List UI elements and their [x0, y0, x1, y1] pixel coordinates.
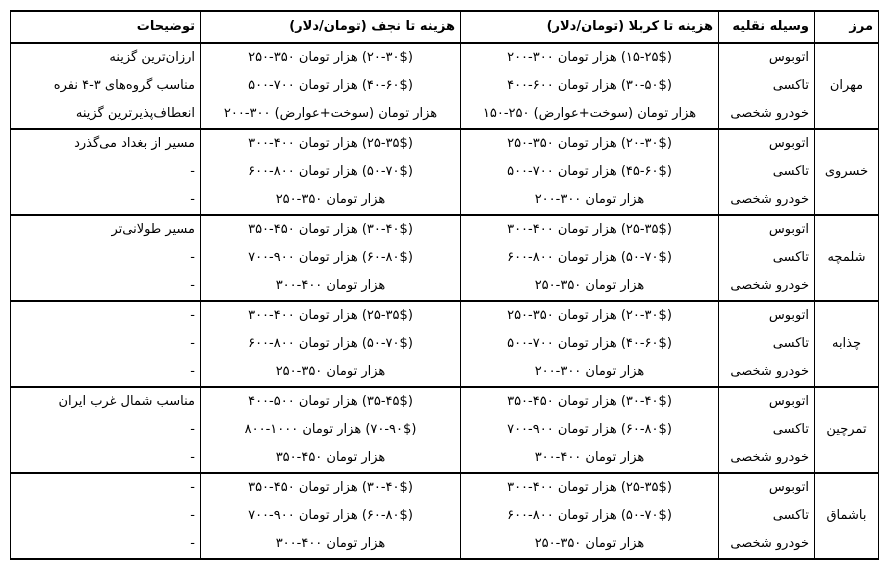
table-row: [11, 530, 879, 559]
vehicle-type: اتوبوس: [719, 129, 815, 158]
najaf-cost: هزار تومان ۴۵۰-۳۵۰: [201, 444, 461, 473]
najaf-cost: (۳۰-۴۰$) هزار تومان ۴۵۰-۳۵۰: [201, 215, 461, 244]
najaf-cost: (۶۰-۸۰$) هزار تومان ۹۰۰-۷۰۰: [201, 244, 461, 272]
notes: مناسب گروه‌های ۳-۴ نفره: [11, 72, 201, 100]
notes: -: [11, 444, 201, 473]
vehicle-type: تاکسی: [719, 416, 815, 444]
najaf-cost: هزار تومان (سوخت+عوارض) ۳۰۰-۲۰۰: [201, 100, 461, 129]
vehicle-type: خودرو شخصی: [719, 186, 815, 215]
border-crossing-name: شلمچه: [815, 215, 879, 301]
notes: ارزان‌ترین گزینه: [11, 43, 201, 72]
vehicle-type: خودرو شخصی: [719, 530, 815, 559]
table-row: [11, 502, 879, 530]
najaf-cost: (۳۰-۴۰$) هزار تومان ۴۵۰-۳۵۰: [201, 473, 461, 502]
table-row: [11, 330, 879, 358]
najaf-cost: هزار تومان ۳۵۰-۲۵۰: [201, 186, 461, 215]
border-crossing-name: تمرچین: [815, 387, 879, 473]
table-row: [11, 186, 879, 215]
border-crossing-name: باشماق: [815, 473, 879, 559]
najaf-cost: (۳۵-۴۵$) هزار تومان ۵۰۰-۴۰۰: [201, 387, 461, 416]
najaf-cost: (۷۰-۹۰$) هزار تومان ۱۰۰۰-۸۰۰: [201, 416, 461, 444]
notes: -: [11, 301, 201, 330]
notes: -: [11, 330, 201, 358]
karbala-cost: (۴۵-۶۰$) هزار تومان ۷۰۰-۵۰۰: [461, 158, 719, 186]
vehicle-type: خودرو شخصی: [719, 358, 815, 387]
najaf-cost: (۲۵-۳۵$) هزار تومان ۴۰۰-۳۰۰: [201, 129, 461, 158]
table-row: [11, 129, 879, 158]
header-karbala-cost: هزینه تا کربلا (تومان/دلار): [461, 11, 719, 43]
table-body: [11, 43, 879, 559]
vehicle-type: خودرو شخصی: [719, 100, 815, 129]
vehicle-type: تاکسی: [719, 244, 815, 272]
najaf-cost: (۴۰-۶۰$) هزار تومان ۷۰۰-۵۰۰: [201, 72, 461, 100]
karbala-cost: (۳۰-۴۰$) هزار تومان ۴۵۰-۳۵۰: [461, 387, 719, 416]
vehicle-type: تاکسی: [719, 158, 815, 186]
vehicle-type: اتوبوس: [719, 387, 815, 416]
notes: -: [11, 473, 201, 502]
notes: -: [11, 244, 201, 272]
najaf-cost: (۵۰-۷۰$) هزار تومان ۸۰۰-۶۰۰: [201, 158, 461, 186]
table-row: [11, 272, 879, 301]
najaf-cost: هزار تومان ۳۵۰-۲۵۰: [201, 358, 461, 387]
table-row: [11, 72, 879, 100]
vehicle-type: تاکسی: [719, 502, 815, 530]
notes: -: [11, 416, 201, 444]
border-crossing-name: خسروی: [815, 129, 879, 215]
notes: -: [11, 186, 201, 215]
najaf-cost: (۵۰-۷۰$) هزار تومان ۸۰۰-۶۰۰: [201, 330, 461, 358]
table-row: [11, 387, 879, 416]
karbala-cost: (۴۰-۶۰$) هزار تومان ۷۰۰-۵۰۰: [461, 330, 719, 358]
karbala-cost: (۵۰-۷۰$) هزار تومان ۸۰۰-۶۰۰: [461, 502, 719, 530]
header-border: مرز: [815, 11, 879, 43]
table-row: [11, 444, 879, 473]
table-row: [11, 158, 879, 186]
karbala-cost: (۲۵-۳۵$) هزار تومان ۴۰۰-۳۰۰: [461, 215, 719, 244]
table-row: [11, 43, 879, 72]
karbala-cost: (۶۰-۸۰$) هزار تومان ۹۰۰-۷۰۰: [461, 416, 719, 444]
karbala-cost: (۲۰-۳۰$) هزار تومان ۳۵۰-۲۵۰: [461, 301, 719, 330]
vehicle-type: خودرو شخصی: [719, 444, 815, 473]
najaf-cost: (۶۰-۸۰$) هزار تومان ۹۰۰-۷۰۰: [201, 502, 461, 530]
karbala-cost: (۳۰-۵۰$) هزار تومان ۶۰۰-۴۰۰: [461, 72, 719, 100]
vehicle-type: اتوبوس: [719, 301, 815, 330]
karbala-cost: (۵۰-۷۰$) هزار تومان ۸۰۰-۶۰۰: [461, 244, 719, 272]
najaf-cost: (۲۵-۳۵$) هزار تومان ۴۰۰-۳۰۰: [201, 301, 461, 330]
najaf-cost: هزار تومان ۴۰۰-۳۰۰: [201, 272, 461, 301]
notes: -: [11, 158, 201, 186]
karbala-cost: هزار تومان ۳۵۰-۲۵۰: [461, 530, 719, 559]
karbala-cost: (۱۵-۲۵$) هزار تومان ۳۰۰-۲۰۰: [461, 43, 719, 72]
vehicle-type: اتوبوس: [719, 43, 815, 72]
border-cost-table: [10, 10, 879, 560]
notes: -: [11, 272, 201, 301]
karbala-cost: هزار تومان (سوخت+عوارض) ۲۵۰-۱۵۰: [461, 100, 719, 129]
vehicle-type: اتوبوس: [719, 215, 815, 244]
karbala-cost: هزار تومان ۳۰۰-۲۰۰: [461, 358, 719, 387]
notes: -: [11, 502, 201, 530]
notes: -: [11, 530, 201, 559]
karbala-cost: (۲۰-۳۰$) هزار تومان ۳۵۰-۲۵۰: [461, 129, 719, 158]
karbala-cost: هزار تومان ۳۵۰-۲۵۰: [461, 272, 719, 301]
vehicle-type: تاکسی: [719, 330, 815, 358]
notes: -: [11, 358, 201, 387]
header-notes: توضیحات: [11, 11, 201, 43]
notes: مسیر از بغداد می‌گذرد: [11, 129, 201, 158]
karbala-cost: (۲۵-۳۵$) هزار تومان ۴۰۰-۳۰۰: [461, 473, 719, 502]
najaf-cost: هزار تومان ۴۰۰-۳۰۰: [201, 530, 461, 559]
table-row: [11, 301, 879, 330]
notes: مسیر طولانی‌تر: [11, 215, 201, 244]
vehicle-type: خودرو شخصی: [719, 272, 815, 301]
notes: مناسب شمال غرب ایران: [11, 387, 201, 416]
table-row: [11, 358, 879, 387]
vehicle-type: اتوبوس: [719, 473, 815, 502]
table-row: [11, 244, 879, 272]
karbala-cost: هزار تومان ۴۰۰-۳۰۰: [461, 444, 719, 473]
table-row: [11, 473, 879, 502]
table-row: [11, 100, 879, 129]
border-crossing-name: مهران: [815, 43, 879, 129]
header-najaf-cost: هزینه تا نجف (تومان/دلار): [201, 11, 461, 43]
table-row: [11, 416, 879, 444]
header-vehicle: وسیله نقلیه: [719, 11, 815, 43]
table-header-row: [11, 11, 879, 43]
table-row: [11, 215, 879, 244]
najaf-cost: (۲۰-۳۰$) هزار تومان ۳۵۰-۲۵۰: [201, 43, 461, 72]
notes: انعطاف‌پذیرترین گزینه: [11, 100, 201, 129]
vehicle-type: تاکسی: [719, 72, 815, 100]
karbala-cost: هزار تومان ۳۰۰-۲۰۰: [461, 186, 719, 215]
border-crossing-name: چذابه: [815, 301, 879, 387]
